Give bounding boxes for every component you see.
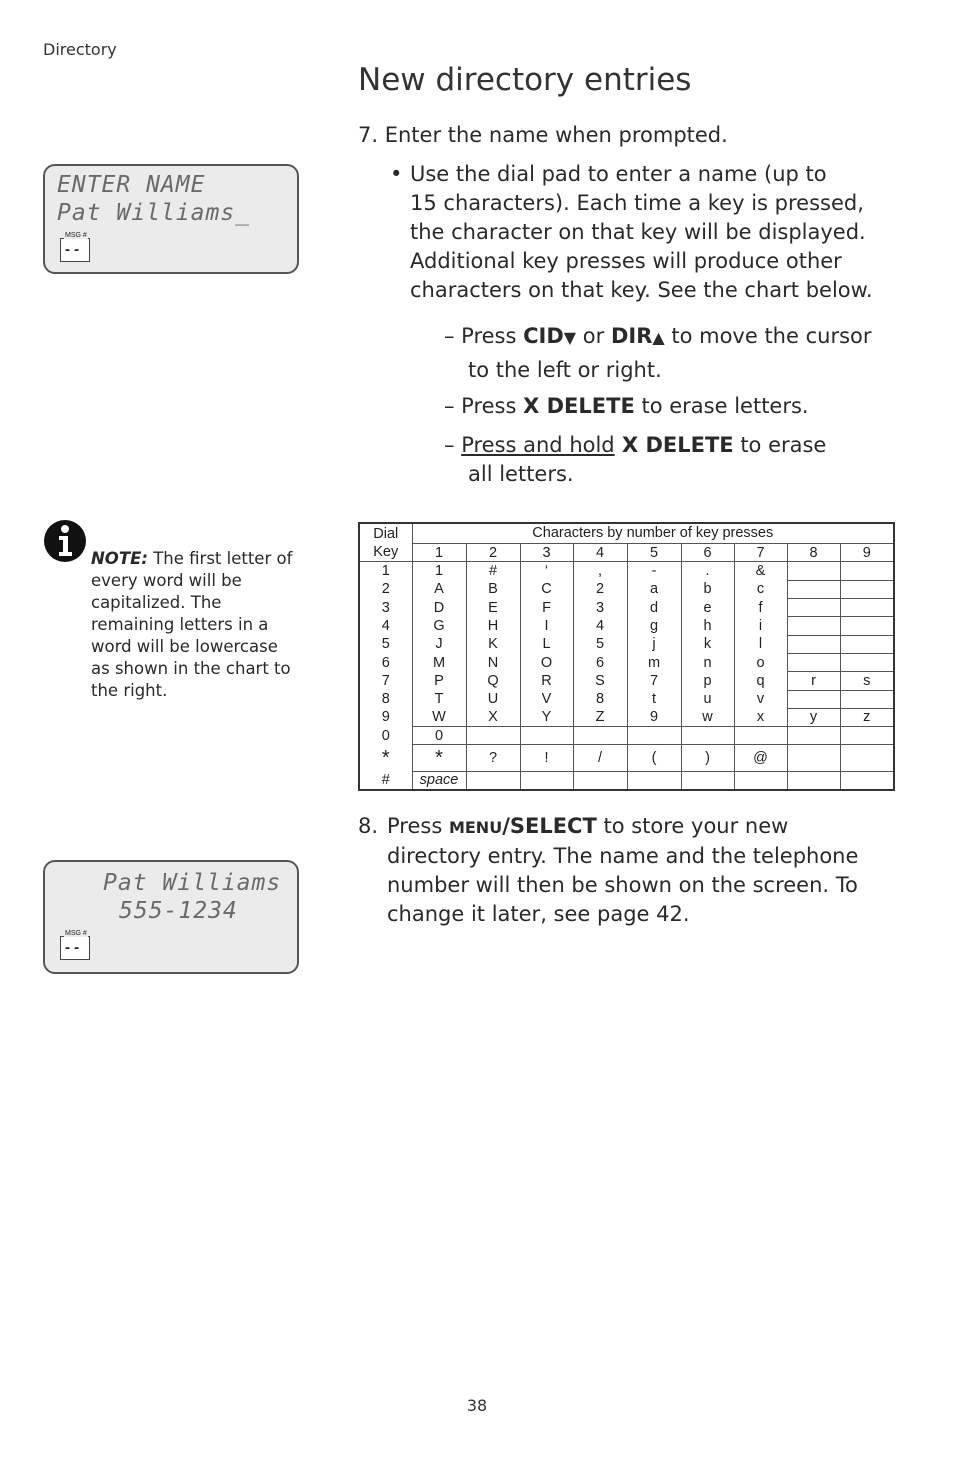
dial-header: Dial (359, 523, 412, 543)
char-cell (840, 771, 894, 790)
char-cell (840, 635, 894, 653)
char-cell: ( (627, 745, 681, 771)
char-cell: k (681, 635, 734, 653)
char-cell (787, 727, 840, 745)
char-cell: A (412, 580, 466, 598)
char-cell: c (734, 580, 787, 598)
sub-text: to move the cursor (664, 324, 872, 348)
char-cell: 1 (412, 562, 466, 580)
char-cell (787, 598, 840, 616)
sub-dash-text: – Press (444, 324, 524, 348)
char-cell: Y (520, 708, 573, 726)
dial-key-cell: 8 (359, 690, 412, 708)
press-col-header: 4 (573, 543, 627, 561)
char-cell (681, 771, 734, 790)
or-text: or (576, 324, 611, 348)
char-cell (787, 690, 840, 708)
char-cell: 2 (573, 580, 627, 598)
note-text (91, 548, 296, 702)
table-row (359, 672, 894, 690)
page-number: 38 (466, 1396, 488, 1415)
char-cell: T (412, 690, 466, 708)
table-row (359, 598, 894, 616)
bullet-line: characters on that key. See the chart below. (410, 278, 873, 302)
note-label: NOTE: (91, 549, 148, 568)
dial-key-cell: 3 (359, 598, 412, 616)
char-cell: , (573, 562, 627, 580)
char-cell (573, 727, 627, 745)
char-cell (787, 617, 840, 635)
table-row (359, 708, 894, 726)
dial-key-cell: 6 (359, 653, 412, 671)
char-cell: ‘ (520, 562, 573, 580)
char-cell: K (466, 635, 520, 653)
bullet-line: 15 characters). Each time a key is pressed, (410, 191, 864, 215)
char-cell: V (520, 690, 573, 708)
char-cell: ? (466, 745, 520, 771)
sub-text: to erase (733, 433, 827, 457)
char-cell: g (627, 617, 681, 635)
dial-key-cell: 7 (359, 672, 412, 690)
char-cell (520, 771, 573, 790)
key-header: Key (359, 543, 412, 561)
char-cell (520, 727, 573, 745)
sub-instruction-delete-all (444, 431, 904, 489)
press-col-header: 1 (412, 543, 466, 561)
char-cell: W (412, 708, 466, 726)
sub-text: to erase letters. (634, 394, 809, 418)
sub-dash-text: – (444, 433, 462, 457)
char-cell: a (627, 580, 681, 598)
char-cell: # (466, 562, 520, 580)
up-arrow-icon: ▲ (652, 328, 665, 347)
sub-instruction-delete (444, 392, 904, 421)
table-row (359, 617, 894, 635)
char-cell (466, 771, 520, 790)
delete-key: X DELETE (523, 394, 635, 418)
bullet-line: the character on that key will be displayed. (410, 220, 866, 244)
char-cell: B (466, 580, 520, 598)
char-cell: 0 (412, 727, 466, 745)
msg-value: - - (65, 241, 80, 258)
press-col-header: 5 (627, 543, 681, 561)
char-cell: G (412, 617, 466, 635)
cid-key: CID (523, 324, 564, 348)
char-cell (627, 771, 681, 790)
step-8-line: number will then be shown on the screen. To (387, 873, 858, 897)
table-row (359, 580, 894, 598)
step-8-line: change it later, see page 42. (387, 902, 690, 926)
press-col-header: 2 (466, 543, 520, 561)
char-cell (734, 771, 787, 790)
step-7: 7. Enter the name when prompted. (358, 123, 728, 147)
press-and-hold-text: Press and hold (461, 433, 615, 457)
char-cell: m (627, 653, 681, 671)
character-chart (358, 522, 895, 791)
char-cell: S (573, 672, 627, 690)
table-row (359, 771, 894, 790)
char-cell: * (412, 745, 466, 771)
step-8 (358, 812, 907, 929)
char-cell (840, 580, 894, 598)
lcd-screen-saved-entry (43, 860, 299, 974)
char-cell: R (520, 672, 573, 690)
char-cell: space (412, 771, 466, 790)
dial-key-cell: * (359, 745, 412, 771)
char-cell: ) (681, 745, 734, 771)
char-cell: L (520, 635, 573, 653)
char-cell: Q (466, 672, 520, 690)
bullet-dot: • (390, 162, 403, 186)
instruction-bullet (390, 160, 900, 305)
char-cell: 3 (573, 598, 627, 616)
char-cell: & (734, 562, 787, 580)
char-cell (840, 617, 894, 635)
info-icon (43, 519, 87, 563)
char-cell: 7 (627, 672, 681, 690)
char-cell: e (681, 598, 734, 616)
char-cell (787, 562, 840, 580)
select-key: /SELECT (502, 814, 597, 838)
char-cell: N (466, 653, 520, 671)
char-cell: M (412, 653, 466, 671)
char-cell: t (627, 690, 681, 708)
char-cell: E (466, 598, 520, 616)
char-cell: J (412, 635, 466, 653)
table-row (359, 727, 894, 745)
msg-label: MSG # (65, 930, 87, 937)
page-title: New directory entries (358, 62, 692, 98)
char-cell: d (627, 598, 681, 616)
char-cell: p (681, 672, 734, 690)
char-cell (627, 727, 681, 745)
char-cell: n (681, 653, 734, 671)
dial-key-cell: 0 (359, 727, 412, 745)
char-cell (787, 635, 840, 653)
char-cell (787, 771, 840, 790)
dial-key-cell: 9 (359, 708, 412, 726)
char-cell: ! (520, 745, 573, 771)
dial-key-cell: 2 (359, 580, 412, 598)
char-cell (840, 653, 894, 671)
msg-counter (60, 930, 90, 960)
sub-text-line2: to the left or right. (468, 358, 662, 382)
char-cell: X (466, 708, 520, 726)
lcd-line-1: ENTER NAME (57, 172, 206, 198)
char-cell (681, 727, 734, 745)
lcd-line-1: Pat Williams (103, 870, 282, 896)
dial-key-cell: 5 (359, 635, 412, 653)
char-cell: O (520, 653, 573, 671)
char-cell: 5 (573, 635, 627, 653)
char-cell: 6 (573, 653, 627, 671)
char-cell: 9 (627, 708, 681, 726)
press-col-header: 3 (520, 543, 573, 561)
table-row (359, 653, 894, 671)
table-row (359, 745, 894, 771)
msg-counter (60, 232, 90, 262)
char-cell (466, 727, 520, 745)
msg-value: - - (65, 939, 80, 956)
dial-key-cell: 4 (359, 617, 412, 635)
step-8-line: directory entry. The name and the telephone (387, 844, 859, 868)
char-cell: Z (573, 708, 627, 726)
char-cell: I (520, 617, 573, 635)
char-cell: z (840, 708, 894, 726)
section-label: Directory (43, 40, 117, 59)
char-cell: s (840, 672, 894, 690)
char-cell: . (681, 562, 734, 580)
char-cell (787, 580, 840, 598)
char-cell: o (734, 653, 787, 671)
sub-dash-text: – Press (444, 394, 524, 418)
char-cell: P (412, 672, 466, 690)
menu-key: MENU (448, 818, 503, 837)
char-cell: C (520, 580, 573, 598)
char-cell: v (734, 690, 787, 708)
step-8-text: to store your new (596, 814, 789, 838)
char-cell (840, 690, 894, 708)
char-cell (734, 727, 787, 745)
bullet-line: Additional key presses will produce other (410, 249, 842, 273)
char-cell: D (412, 598, 466, 616)
step-8-text: Press (387, 814, 449, 838)
char-cell: r (787, 672, 840, 690)
char-cell (573, 771, 627, 790)
char-cell: U (466, 690, 520, 708)
dir-key: DIR (610, 324, 653, 348)
char-cell: w (681, 708, 734, 726)
char-cell: i (734, 617, 787, 635)
char-cell: f (734, 598, 787, 616)
sub-text-line2: all letters. (468, 462, 574, 486)
char-cell (840, 745, 894, 771)
char-cell: - (627, 562, 681, 580)
press-col-header: 6 (681, 543, 734, 561)
press-col-header: 9 (840, 543, 894, 561)
table-row (359, 690, 894, 708)
lcd-line-2: Pat Williams_ (57, 200, 251, 226)
char-cell: F (520, 598, 573, 616)
char-cell: y (787, 708, 840, 726)
lcd-screen-enter-name (43, 164, 299, 274)
char-cell: q (734, 672, 787, 690)
char-cell (787, 745, 840, 771)
char-cell (840, 562, 894, 580)
char-cell: h (681, 617, 734, 635)
char-cell: b (681, 580, 734, 598)
msg-label: MSG # (65, 232, 87, 239)
press-col-header: 7 (734, 543, 787, 561)
press-col-header: 8 (787, 543, 840, 561)
char-cell (787, 653, 840, 671)
char-cell: l (734, 635, 787, 653)
char-cell: u (681, 690, 734, 708)
note-body: The first letter of every word will be capitalized. The remaining letters in a word will be lowercase as shown in the chart to the right. (91, 549, 293, 700)
char-cell (840, 598, 894, 616)
table-row (359, 635, 894, 653)
char-cell: H (466, 617, 520, 635)
char-cell: @ (734, 745, 787, 771)
dial-key-cell: 1 (359, 562, 412, 580)
down-arrow-icon: ▼ (563, 328, 577, 347)
char-cell: j (627, 635, 681, 653)
press-group-header: Characters by number of key presses (412, 523, 894, 543)
delete-key: X DELETE (614, 433, 734, 457)
sub-instruction-cursor (444, 320, 904, 387)
table-row (359, 562, 894, 580)
step-8-number: 8. (358, 814, 379, 838)
bullet-line: Use the dial pad to enter a name (up to (410, 162, 827, 186)
char-cell (840, 727, 894, 745)
char-cell: x (734, 708, 787, 726)
dial-key-cell: # (359, 771, 412, 790)
lcd-line-2: 555-1234 (119, 898, 238, 924)
char-cell: 4 (573, 617, 627, 635)
char-cell: 8 (573, 690, 627, 708)
char-cell: / (573, 745, 627, 771)
